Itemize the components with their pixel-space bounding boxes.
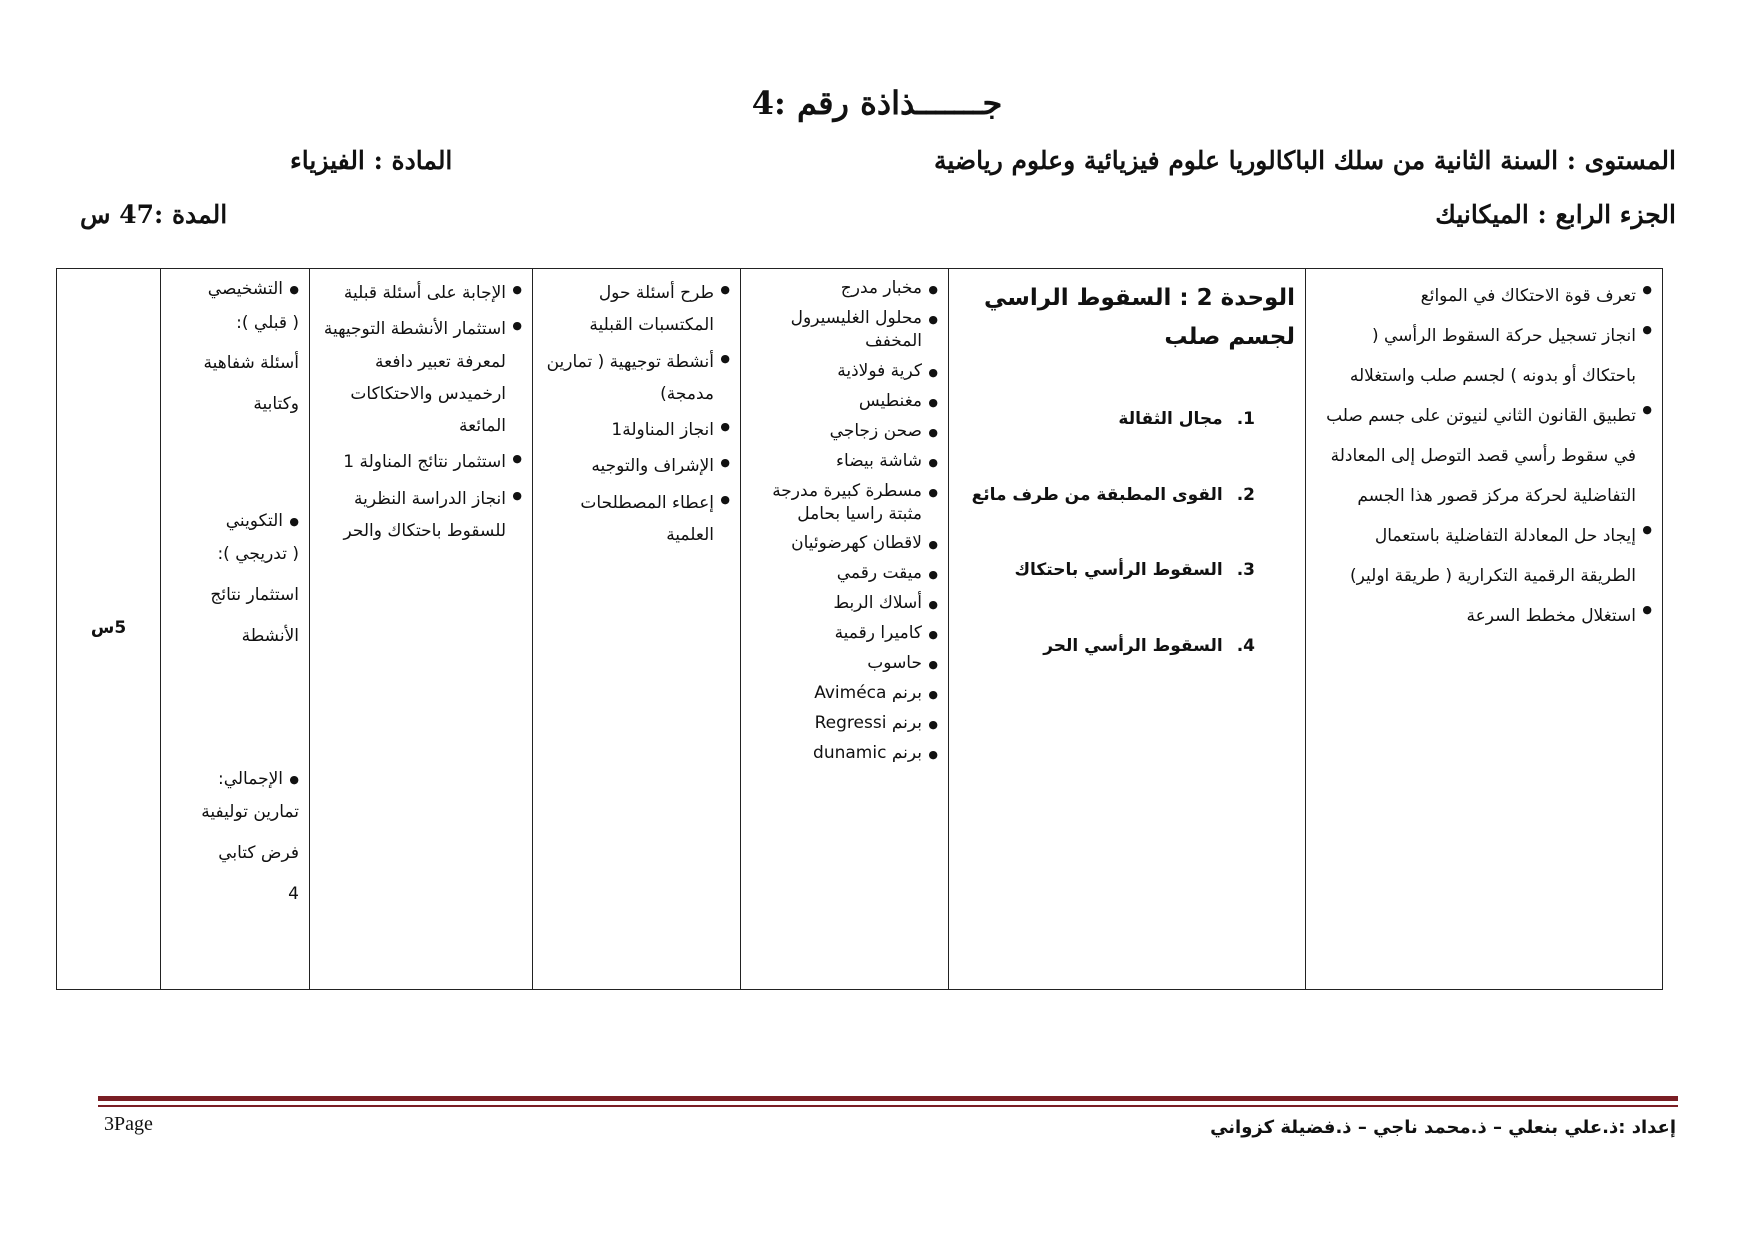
tool-item: ● مخبار مدرج: [751, 277, 938, 300]
learner-activity: ● الإجابة على أسئلة قبلية: [320, 277, 522, 309]
unit-section: 2.القوى المطبقة من طرف مائع: [971, 484, 1255, 505]
tool-item: ● صحن زجاجي: [751, 420, 938, 443]
tool-item: ● لاقطان كهرضوئيان: [751, 532, 938, 555]
eval-summative-desc: 4: [288, 883, 299, 904]
learner-activity: ● استثمار نتائج المناولة 1: [320, 446, 522, 478]
teacher-activity: ● إعطاء المصطلحات العلمية: [543, 487, 730, 552]
eval-diagnostic-desc: وكتابية: [253, 394, 299, 415]
unit-title: الوحدة 2 : السقوط الراسي لجسم صلب: [983, 285, 1295, 351]
tool-item: ● أسلاك الربط: [751, 592, 938, 615]
part-label: الجزء الرابع : الميكانيك: [1435, 200, 1676, 229]
eval-diagnostic-kind: ( قبلي ):: [236, 312, 299, 333]
tool-item: ● ميقت رقمي: [751, 562, 938, 585]
eval-summative-desc: فرض كتابي: [218, 843, 299, 864]
eval-summative-desc: تمارين توليفية: [201, 802, 299, 823]
duration-cell: 5س: [57, 269, 161, 990]
subject-label: المادة : الفيزياء: [290, 146, 453, 175]
teacher-activity: ● انجاز المناولة1: [543, 414, 730, 446]
tool-item: ● مغنطيس: [751, 390, 938, 413]
teacher-activities-list: [543, 277, 730, 551]
footer-authors: إعداد :ذ.علي بنعلي – ذ.محمد ناجي – ذ.فضيلة كزواني: [1210, 1117, 1676, 1138]
goals-cell: [1306, 269, 1663, 990]
eval-diagnostic-desc: أسئلة شفاهية: [203, 353, 299, 374]
eval-formative-desc: الأنشطة: [241, 625, 299, 646]
eval-summative: ● الإجمالي:: [171, 767, 299, 793]
footer-rule-thin: [98, 1105, 1678, 1107]
duration-label: المدة :47 س: [80, 200, 228, 229]
goal-item: ● تطبيق القانون الثاني لنيوتن على جسم صلب في سقوط رأسي قصد التوصل إلى المعادلة التفاضلية لحركة مركز قصور هذا الجسم: [1316, 397, 1652, 517]
learner-activities-list: [320, 277, 522, 547]
tool-item: ● مسطرة كبيرة مدرجة مثبتة راسيا بحامل: [751, 480, 938, 526]
goal-item: ● إيجاد حل المعادلة التفاضلية باستعمال الطريقة الرقمية التكرارية ( طريقة اولير): [1316, 517, 1652, 597]
tool-item: ● برنم dunamic: [751, 742, 938, 765]
teacher-activity: ● طرح أسئلة حول المكتسبات القبلية: [543, 277, 730, 342]
lesson-table: [56, 268, 1663, 990]
eval-formative-kind: ( تدريجي ):: [217, 544, 299, 565]
tool-item: ● كرية فولاذية: [751, 360, 938, 383]
tool-item: ● محلول الغليسيرول المخفف: [751, 307, 938, 353]
tools-list: [751, 277, 938, 765]
eval-formative-desc: استثمار نتائج: [210, 585, 299, 606]
goal-item: ● تعرف قوة الاحتكاك في الموائع: [1316, 277, 1652, 317]
learner-activity: ● انجاز الدراسة النظرية للسقوط باحتكاك والحر: [320, 483, 522, 548]
tool-item: ● برنم Regressi: [751, 712, 938, 735]
goals-list: [1316, 277, 1652, 636]
unit-section: 3.السقوط الرأسي باحتكاك: [1014, 560, 1255, 581]
footer-rule: [98, 1096, 1678, 1101]
teacher-activity: ● أنشطة توجيهية ( تمارين مدمجة): [543, 346, 730, 411]
goal-item: ● انجاز تسجيل حركة السقوط الرأسي ( باحتكاك أو بدونه ) لجسم صلب واستغلاله: [1316, 317, 1652, 397]
page-title: جـــــــذاذة رقم :4: [751, 84, 1003, 122]
goal-item: ● استغلال مخطط السرعة: [1316, 597, 1652, 637]
tool-item: ● كاميرا رقمية: [751, 622, 938, 645]
learner-activities-cell: [310, 269, 533, 990]
tool-item: ● شاشة بيضاء: [751, 450, 938, 473]
tools-cell: [741, 269, 949, 990]
evaluation-cell: [161, 269, 310, 990]
eval-diagnostic: ● التشخيصي: [171, 277, 299, 303]
page-number: 3Page: [104, 1113, 153, 1135]
teacher-activity: ● الإشراف والتوجيه: [543, 450, 730, 482]
tool-item: ● برنم Aviméca: [751, 682, 938, 705]
unit-section: 1.مجال الثقالة: [1118, 409, 1255, 430]
unit-cell: [949, 269, 1306, 990]
tool-item: ● حاسوب: [751, 652, 938, 675]
eval-formative: ● التكويني: [171, 509, 299, 535]
level-label: المستوى : السنة الثانية من سلك الباكالوريا علوم فيزيائية وعلوم رياضية: [933, 146, 1676, 175]
unit-section: 4.السقوط الرأسي الحر: [1043, 635, 1255, 656]
teacher-activities-cell: [533, 269, 741, 990]
learner-activity: ● استثمار الأنشطة التوجيهية لمعرفة تعبير دافعة ارخميدس والاحتكاكات المائعة: [320, 313, 522, 442]
